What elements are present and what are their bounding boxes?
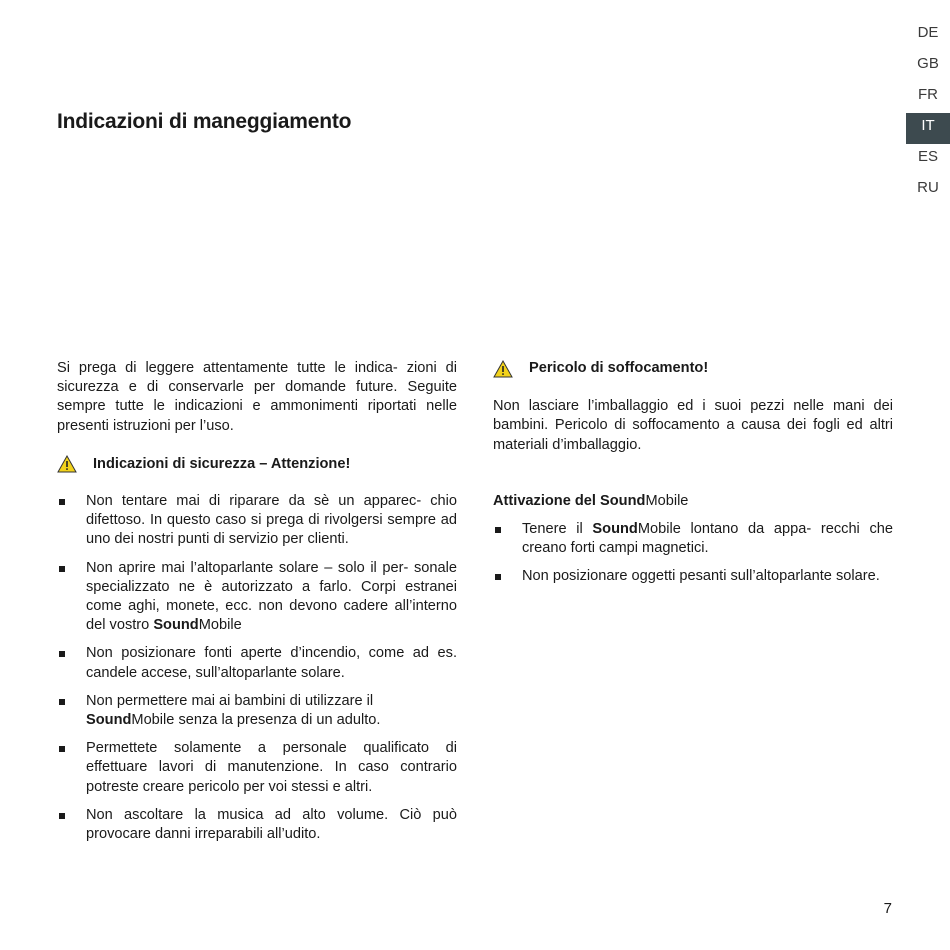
brand-suffix: Mobile senza la presenza di un adulto. (131, 712, 381, 729)
bullet-square-icon (59, 746, 65, 752)
page-number: 7 (883, 900, 892, 917)
bullet-square-icon (59, 813, 65, 819)
warning-triangle-icon (493, 360, 513, 378)
brand-suffix: Mobile lontano da appa- recchi che creano forti campi magnetici. (522, 521, 893, 557)
list-item (57, 692, 457, 730)
activation-heading (493, 492, 893, 511)
activation-heading-suffix: Mobile (645, 492, 689, 509)
safety-bullet-list (57, 492, 457, 844)
brand-bold: Sound (86, 712, 132, 729)
list-item-text: Non posizionare fonti aperte d’incendio, come ad es. candele accese, sull’altoparlante solare. (86, 645, 457, 681)
page-title: Indicazioni di maneggiamento (57, 110, 352, 133)
lang-tab-fr[interactable]: FR (918, 86, 938, 103)
lang-tab-es[interactable]: ES (917, 148, 938, 165)
language-tabs (906, 20, 950, 206)
lang-tab-ru[interactable]: RU (917, 179, 939, 196)
lang-tab-gb[interactable]: GB (917, 55, 939, 72)
suffocation-warning-text: Non lasciare l’imballaggio ed i suoi pezzi nelle mani dei bambini. Pericolo di soffocamento a causa dei fogli ed altri materiali d’imballaggio. (493, 398, 893, 453)
list-item (57, 806, 457, 844)
brand-bold: Sound (592, 521, 638, 538)
brand-bold: Sound (153, 617, 199, 634)
safety-warning-heading (57, 455, 457, 474)
lang-tab-de[interactable]: DE (917, 24, 939, 41)
bullet-square-icon (59, 699, 65, 705)
right-column (493, 359, 893, 596)
intro-paragraph: Si prega di leggere attentamente tutte le indica- zioni di sicurezza e di conservarle per domande future. Seguite sempre tutte le indicazioni e ammonimenti riportati nelle presenti istruzioni per l’uso. (57, 360, 457, 434)
activation-bullet-list (493, 520, 893, 587)
warning-triangle-icon (57, 455, 77, 473)
lang-tab-it[interactable]: IT (906, 113, 950, 144)
bullet-square-icon (495, 574, 501, 580)
list-item (57, 739, 457, 797)
bullet-square-icon (59, 499, 65, 505)
list-item (57, 492, 457, 550)
bullet-square-icon (59, 651, 65, 657)
list-item-text: Non permettere mai ai bambini di utilizzare il (86, 692, 374, 709)
list-item (57, 559, 457, 636)
brand-suffix: Mobile (198, 617, 242, 634)
bullet-square-icon (495, 527, 501, 533)
warning-heading-text: Pericolo di soffocamento! (529, 360, 709, 376)
list-item-text: Non ascoltare la musica ad alto volume. Ciò può provocare danni irreparabili all’udito. (86, 806, 457, 843)
list-item-text: Tenere il (522, 521, 593, 538)
list-item (493, 567, 893, 586)
list-item (493, 520, 893, 558)
activation-heading-bold: Attivazione del Sound (493, 492, 646, 509)
list-item-text: Non tentare mai di riparare da sè un apparec- chio difettoso. In questo caso si prega di rivolgersi sempre ad uno dei nostri punti di servizio per clienti. (86, 493, 457, 548)
warning-heading-text: Indicazioni di sicurezza – Attenzione! (93, 455, 351, 472)
list-item-text: Non posizionare oggetti pesanti sull’altoparlante solare. (522, 568, 880, 585)
list-item (57, 644, 457, 682)
bullet-square-icon (59, 566, 65, 572)
left-column (57, 359, 457, 853)
list-item-text: Non aprire mai l’altoparlante solare – solo il per- sonale specializzato ne è autorizzato a farlo. Corpi estranei come aghi, monete, ecc. non devono cadere all’interno del vostro (86, 559, 457, 634)
list-item-text: Permettete solamente a personale qualificato di effettuare lavori di manutenzione. In caso contrario potreste creare pericolo per voi stessi e altri. (86, 740, 457, 795)
suffocation-warning-heading (493, 359, 893, 378)
